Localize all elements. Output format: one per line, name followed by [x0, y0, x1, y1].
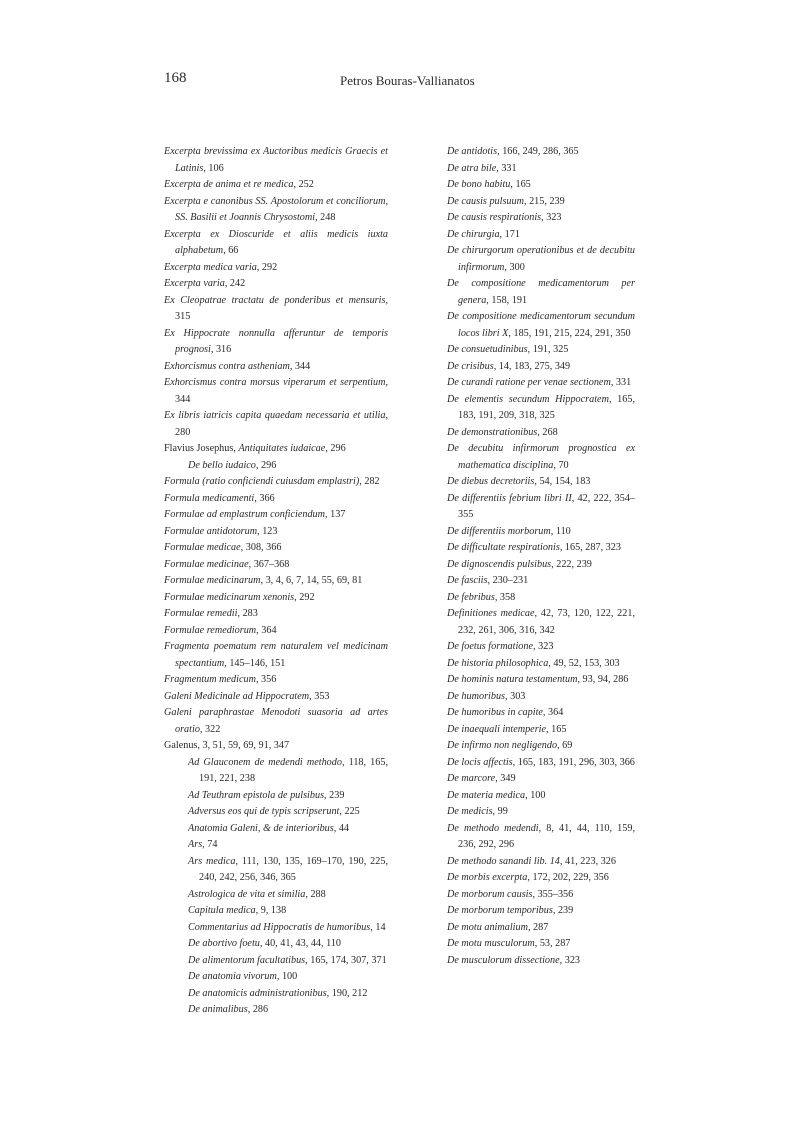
entry-title: De compositione medicamentorum per genera	[447, 278, 635, 306]
entry-title: De materia medica	[447, 789, 526, 801]
index-entry	[447, 524, 635, 541]
index-entry	[447, 359, 635, 376]
index-entry	[188, 788, 388, 805]
entry-pages: , 165	[510, 179, 531, 190]
entry-title: Formula	[164, 476, 200, 487]
entry-pages: , 323	[559, 954, 580, 966]
entry-pages: , 248	[315, 212, 336, 223]
entry-pages: , 70	[553, 459, 569, 471]
entry-pages: , 100	[525, 789, 546, 801]
entry-pages: , 366	[254, 492, 275, 504]
index-entry	[164, 491, 388, 508]
index-entry	[447, 590, 635, 607]
entry-pages: , 99	[492, 806, 508, 817]
entry-pages: , 308, 366	[240, 542, 282, 553]
index-entry	[164, 557, 388, 574]
index-entry	[164, 672, 388, 689]
index-entry	[447, 788, 635, 805]
index-entry	[188, 887, 388, 904]
entry-title: Exhorcismus contra astheniam	[164, 360, 290, 372]
entry-title: Excerpta ex Dioscuride et aliis medicis iuxta alphabetum	[164, 228, 388, 256]
entry-title: De differentiis febrium libri II	[447, 492, 572, 504]
index-entry	[164, 177, 388, 194]
index-entry	[447, 309, 635, 342]
entry-title: Formulae ad emplastrum conficiendum	[164, 509, 325, 520]
entry-title: Ad Glauconem de medendi methodo	[188, 756, 342, 768]
running-head: Petros Bouras-Vallianatos	[340, 73, 475, 88]
index-entry	[447, 854, 635, 871]
entry-title: De hominis natura testamentum	[447, 674, 578, 685]
index-entry	[447, 474, 635, 491]
index-entry	[447, 557, 635, 574]
entry-pages: , 296	[325, 443, 346, 454]
entry-title: De infirmo non negligendo	[447, 740, 558, 751]
index-entry	[447, 953, 635, 970]
entry-title: De musculorum dissectione	[447, 954, 560, 966]
index-entry	[164, 507, 388, 524]
index-entry	[164, 260, 388, 277]
entry-pages: , 54, 154, 183	[534, 476, 591, 487]
entry-title: De methodo medendi	[447, 822, 539, 834]
index-entry	[164, 540, 388, 557]
index-entry	[188, 969, 388, 986]
index-entry	[164, 276, 388, 293]
index-entry	[447, 144, 635, 161]
entry-pages: , 215, 239	[523, 195, 565, 207]
entry-pages: , 303	[505, 690, 526, 702]
entry-title: De chirurgia	[447, 228, 500, 240]
entry-pages: , 42, 73, 120, 122, 221, 232, 261, 306, 316, 342	[458, 608, 635, 636]
entry-pages: , 44	[333, 822, 350, 834]
entry-title: Formulae medicinarum	[164, 575, 261, 586]
entry-title: Excerpta e canonibus SS. Apostolorum et conciliorum, SS. Basilii et Joannis Chrysostomi	[164, 195, 388, 223]
index-entry	[164, 194, 388, 227]
index-entry	[188, 986, 388, 1003]
entry-pages: , 42, 222, 354–355	[458, 492, 636, 520]
index-entry	[188, 903, 388, 920]
entry-title: Capitula medica	[188, 905, 256, 916]
entry-title: De abortivo foetu	[188, 938, 260, 949]
entry-pages: , 288	[305, 888, 326, 900]
entry-pages: , 8, 41, 44, 110, 159, 236, 292, 296	[458, 822, 635, 850]
index-entry	[188, 854, 388, 887]
entry-pages: , 367–368	[248, 558, 290, 570]
entry-title: De compositione medicamentorum secundum locos libri X	[447, 311, 635, 339]
index-column-left	[164, 144, 388, 1019]
index-column-right	[447, 144, 635, 969]
entry-pages: , 190, 212	[326, 987, 368, 999]
entry-title: De dignoscendis pulsibus	[447, 558, 552, 570]
entry-title: Commentarius ad Hippocratis de humoribus	[188, 921, 371, 933]
index-entry	[447, 656, 635, 673]
index-entry	[164, 326, 388, 359]
index-entry	[447, 425, 635, 442]
index-entry	[188, 755, 388, 788]
index-entry	[447, 738, 635, 755]
entry-title: De antidotis	[447, 146, 498, 157]
index-entry	[447, 755, 635, 772]
entry-pages: , 355–356	[532, 888, 574, 900]
entry-title: Ex Cleopatrae tractatu de ponderibus et mensuris	[164, 294, 386, 306]
entry-title: De causis respirationis	[447, 212, 542, 223]
index-entry	[188, 821, 388, 838]
entry-pages: , 158, 191	[486, 294, 528, 306]
entry-pages: , 106	[203, 162, 224, 174]
entry-title: Ars medica	[188, 855, 236, 867]
entry-pages: , 110	[550, 525, 571, 537]
entry-title: Excerpta medica varia	[164, 261, 257, 273]
entry-title: De morborum causis	[447, 888, 533, 900]
entry-pages: , 185, 191, 215, 224, 291, 350	[508, 327, 631, 339]
index-entry	[164, 474, 388, 491]
entry-title: Galeni paraphrastae Menodoti suasoria ad artes oratio	[164, 707, 388, 735]
entry-title: De marcore	[447, 773, 496, 784]
entry-pages: , 323	[533, 641, 554, 652]
entry-title: De decubitu infirmorum prognostica ex mathematica disciplina	[447, 443, 635, 471]
entry-title: Excerpta de anima et re medica	[164, 179, 294, 190]
entry-title: De bello iudaico	[188, 459, 256, 471]
entry-title: Formula medicamenti	[164, 492, 255, 504]
index-entry	[164, 573, 388, 590]
index-entry	[447, 210, 635, 227]
entry-author: Galenus, 3, 51, 59, 69, 91, 347	[164, 740, 290, 751]
entry-pages: , 356	[255, 674, 277, 685]
entry-pages: , 3, 4, 6, 7, 14, 55, 69, 81	[260, 575, 363, 586]
entry-pages: , 292	[294, 591, 315, 603]
index-entry	[447, 606, 635, 639]
entry-title: De crisibus	[447, 360, 494, 372]
entry-title: Anatomia Galeni, & de interioribus	[188, 822, 334, 834]
entry-pages: , 283	[237, 608, 258, 619]
index-entry	[447, 722, 635, 739]
entry-pages: , 280	[175, 410, 388, 438]
entry-pages: , 344	[289, 360, 311, 372]
index-entry	[447, 161, 635, 178]
entry-title: De demonstrationibus	[447, 426, 538, 438]
entry-pages: , 323	[541, 212, 562, 223]
entry-pages: , 111, 130, 135, 169–170, 190, 225, 240, 242, 256, 346, 365	[199, 855, 388, 883]
index-entry	[447, 375, 635, 392]
entry-title: De elementis secundum Hippocratem	[447, 393, 609, 405]
index-entry	[188, 804, 388, 821]
entry-title: De difficultate respirationis	[447, 542, 560, 553]
entry-pages: , 239	[324, 789, 345, 801]
entry-pages: , 300	[504, 261, 525, 273]
entry-title: Galeni Medicinale ad Hippocratem	[164, 690, 310, 702]
index-entry	[447, 689, 635, 706]
entry-pages: , 9, 138	[255, 905, 287, 916]
index-entry	[164, 375, 388, 408]
index-entry	[164, 689, 388, 706]
entry-pages: , 364	[256, 624, 277, 636]
entry-pages: , 40, 41, 43, 44, 110	[259, 938, 341, 949]
entry-pages: , 286	[247, 1004, 269, 1015]
entry-pages: , 282	[359, 476, 380, 487]
entry-title: De locis affectis	[447, 756, 513, 768]
index-entry	[447, 177, 635, 194]
entry-pages: , 123	[257, 525, 278, 537]
entry-title: De curandi ratione per venae sectionem	[447, 377, 611, 388]
index-entry	[164, 590, 388, 607]
entry-title: Astrologica de vita et similia	[188, 888, 306, 900]
entry-title: De foetus formatione	[447, 641, 534, 652]
entry-title: De chirurgorum operationibus et de decubitu infirmorum	[447, 245, 635, 273]
index-entry	[164, 524, 388, 541]
entry-pages: , 292	[256, 261, 278, 273]
index-entry	[164, 738, 388, 755]
index-entry	[164, 144, 388, 177]
entry-title: Adversus eos qui de typis scripserunt	[188, 806, 340, 817]
index-entry	[164, 705, 388, 738]
index-entry	[447, 392, 635, 425]
entry-title: De animalibus	[188, 1004, 248, 1015]
index-entry	[447, 639, 635, 656]
entry-pages: , 118, 165, 191, 221, 238	[199, 756, 389, 784]
entry-title: Excerpta varia	[164, 278, 225, 289]
index-entry	[447, 887, 635, 904]
entry-title: De diebus decretoriis	[447, 476, 535, 487]
entry-title: Formulae medicae	[164, 542, 241, 553]
index-entry	[447, 276, 635, 309]
entry-pages: , 49, 52, 153, 303	[548, 657, 620, 669]
entry-title: Exhorcismus contra morsus viperarum et serpentium	[164, 377, 386, 388]
entry-title: Formulae remediorum	[164, 624, 257, 636]
entry-title: De morbis excerpta	[447, 872, 528, 883]
entry-pages: , 165, 174, 307, 371	[305, 954, 387, 966]
entry-title: De medicis	[447, 806, 493, 817]
index-entry	[188, 837, 388, 854]
index-entry	[447, 243, 635, 276]
entry-pages: , 53, 287	[534, 938, 571, 949]
entry-title: De alimentorum facultatibus	[188, 954, 306, 966]
index-entry	[447, 903, 635, 920]
index-entry	[447, 573, 635, 590]
entry-title: Formulae remedii	[164, 608, 238, 619]
entry-pages: , 287	[527, 921, 549, 933]
entry-pages: , 93, 94, 286	[577, 674, 629, 685]
entry-title: Fragmenta poematum rem naturalem vel medicinam spectantium	[164, 641, 388, 669]
index-entry	[164, 623, 388, 640]
entry-title: Ars	[188, 839, 203, 850]
entry-title: Formulae medicinarum xenonis	[164, 591, 295, 603]
index-entry	[447, 870, 635, 887]
entry-title: De febribus	[447, 591, 495, 603]
entry-author: Flavius Josephus,	[164, 443, 239, 454]
entry-pages: , 145–146, 151	[224, 657, 286, 669]
index-entry	[447, 920, 635, 937]
entry-pages: , 41, 223, 326	[559, 855, 616, 867]
index-entry	[164, 293, 388, 326]
index-entry	[447, 441, 635, 474]
index-entry	[188, 458, 388, 475]
index-entry	[447, 540, 635, 557]
entry-pages: , 358	[494, 591, 516, 603]
page-number: 168	[164, 70, 187, 86]
index-entry	[164, 441, 388, 458]
entry-title: Ex Hippocrate nonnulla afferuntur de temporis prognosi	[164, 327, 388, 355]
entry-pages: , 315	[175, 294, 388, 322]
entry-pages: , 100	[276, 971, 298, 982]
entry-pages: , 74	[202, 839, 218, 850]
entry-pages: , 66	[223, 245, 239, 256]
entry-pages: , 171	[499, 228, 520, 240]
entry-title: De inaequali intemperie	[447, 723, 547, 735]
index-entry	[447, 227, 635, 244]
entry-pages: , 14	[370, 921, 386, 933]
entry-pages: , 14, 183, 275, 349	[493, 360, 571, 372]
index-entry	[447, 342, 635, 359]
entry-title: De motu animalium	[447, 921, 528, 933]
entry-title: De atra bile	[447, 162, 497, 174]
entry-title: De fasciis	[447, 575, 488, 586]
entry-pages: , 165	[546, 723, 567, 735]
entry-pages: , 172, 202, 229, 356	[527, 872, 609, 883]
entry-pages: , 268	[537, 426, 558, 438]
entry-title: Formulae antidotorum	[164, 525, 258, 537]
entry-title: De humoribus	[447, 690, 506, 702]
index-entry	[447, 771, 635, 788]
index-entry	[188, 920, 388, 937]
index-entry	[188, 953, 388, 970]
entry-pages: , 230–231	[487, 575, 529, 586]
entry-pages: , 225	[339, 806, 360, 817]
entry-title: De causis pulsuum	[447, 195, 524, 207]
index-entry	[447, 705, 635, 722]
entry-pages: , 331	[610, 377, 632, 388]
entry-title: De morborum temporibus	[447, 905, 553, 916]
entry-title: Ad Teuthram epistola de pulsibus	[188, 789, 325, 801]
entry-title: Definitiones medicae	[447, 608, 535, 619]
index-entry	[164, 639, 388, 672]
entry-title: Fragmentum medicum	[164, 674, 256, 685]
index-entry	[447, 491, 635, 524]
entry-title: Ex libris iatricis capita quaedam necessaria et utilia	[164, 410, 386, 421]
entry-pages: , 242	[224, 278, 246, 289]
entry-pages: , 165, 183, 191, 209, 318, 325	[458, 393, 636, 421]
entry-pages: , 344	[175, 377, 388, 405]
entry-pages: , 353	[309, 690, 330, 702]
entry-title: De anatomia vivorum	[188, 971, 277, 982]
entry-title: De consuetudinibus	[447, 344, 528, 355]
entry-pages: , 191, 325	[527, 344, 569, 355]
entry-pages: , 165, 183, 191, 296, 303, 366	[512, 756, 635, 768]
index-entry	[447, 821, 635, 854]
index-entry	[164, 408, 388, 441]
entry-pages: , 349	[495, 773, 516, 784]
entry-title: De methodo sanandi lib. 14	[447, 855, 560, 867]
index-entry	[447, 936, 635, 953]
index-entry	[188, 936, 388, 953]
entry-pages: , 166, 249, 286, 365	[497, 146, 579, 157]
entry-title: De anatomicis administrationibus	[188, 987, 327, 999]
index-entry	[447, 804, 635, 821]
entry-pages: , 165, 287, 323	[559, 542, 621, 553]
index-entry	[164, 359, 388, 376]
entry-pages: , 239	[552, 905, 574, 916]
entry-pages: , 331	[496, 162, 517, 174]
entry-pages: , 296	[255, 459, 277, 471]
entry-pages: , 316	[210, 344, 232, 355]
entry-title: Antiquitates iudaicae	[238, 443, 326, 454]
entry-pages: , 322	[199, 723, 221, 735]
entry-title: Formulae medicinae	[164, 558, 249, 570]
entry-title: De motu musculorum	[447, 938, 535, 949]
entry-note: (ratio conficiendi cuiusdam emplastri)	[199, 476, 360, 487]
index-entry	[447, 194, 635, 211]
entry-pages: , 69	[557, 740, 573, 751]
entry-title: Excerpta brevissima ex Auctoribus medicis Graecis et Latinis	[164, 146, 388, 174]
index-entry	[447, 672, 635, 689]
entry-pages: , 252	[293, 179, 314, 190]
entry-title: De bono habitu	[447, 179, 511, 190]
index-entry	[164, 606, 388, 623]
entry-title: De historia philosophica	[447, 657, 549, 669]
entry-pages: , 222, 239	[551, 558, 592, 570]
entry-pages: , 364	[542, 707, 564, 718]
entry-pages: , 137	[325, 509, 346, 520]
index-entry	[188, 1002, 388, 1019]
entry-title: De differentiis morborum	[447, 525, 551, 537]
index-entry	[164, 227, 388, 260]
entry-title: De humoribus in capite	[447, 707, 543, 718]
